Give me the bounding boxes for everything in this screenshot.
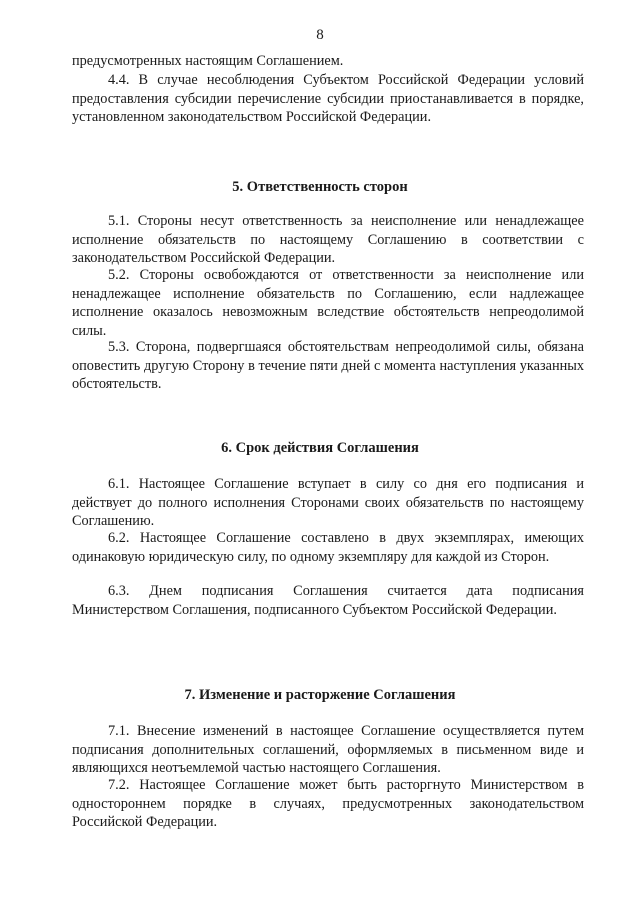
clause-5-1: 5.1. Стороны несут ответственность за неисполнение или ненадлежащее исполнение обязательств по настоящему Соглашению в соответствии с законодательством Российской Федерации.	[72, 213, 584, 267]
clause-6-2: 6.2. Настоящее Соглашение составлено в двух экземплярах, имеющих одинаковую юридическую силу, по одному экземпляру для каждой из Сторон.	[72, 530, 584, 565]
clause-6-1: 6.1. Настоящее Соглашение вступает в силу со дня его подписания и действует до полного исполнения Сторонами своих обязательств по настоящему Соглашению.	[72, 476, 584, 530]
section-7-heading: 7. Изменение и расторжение Соглашения	[184, 687, 456, 703]
section-6-heading: 6. Срок действия Соглашения	[221, 440, 419, 456]
clause-5-2: 5.2. Стороны освобождаются от ответственности за неисполнение или ненадлежащее исполнение обязательств по Соглашению, если надлежащее исполнение оказалось невозможным вследствие обстоятельств непреодолимой силы.	[72, 267, 584, 339]
clause-6-3: 6.3. Днем подписания Соглашения считается дата подписания Министерством Соглашения, подписанного Субъектом Российской Федерации.	[72, 583, 584, 618]
section-5-heading: 5. Ответственность сторон	[232, 179, 408, 195]
clause-5-3: 5.3. Сторона, подвергшаяся обстоятельствам непреодолимой силы, обязана оповестить другую Сторону в течение пяти дней с момента наступления указанных обстоятельств.	[72, 339, 584, 393]
clause-4-4: 4.4. В случае несоблюдения Субъектом Российской Федерации условий предоставления субсидии перечисление субсидии приостанавливается в порядке, установленном законодательством Российской Федерации.	[72, 72, 584, 126]
clause-7-1: 7.1. Внесение изменений в настоящее Соглашение осуществляется путем подписания дополнительных соглашений, оформляемых в письменном виде и являющихся неотъемлемой частью настоящего Соглашения.	[72, 723, 584, 777]
intro-continuation: предусмотренных настоящим Соглашением.	[72, 53, 344, 69]
page-number: 8	[316, 27, 324, 43]
clause-7-2: 7.2. Настоящее Соглашение может быть расторгнуто Министерством в одностороннем порядке в случаях, предусмотренных законодательством Российской Федерации.	[72, 777, 584, 831]
